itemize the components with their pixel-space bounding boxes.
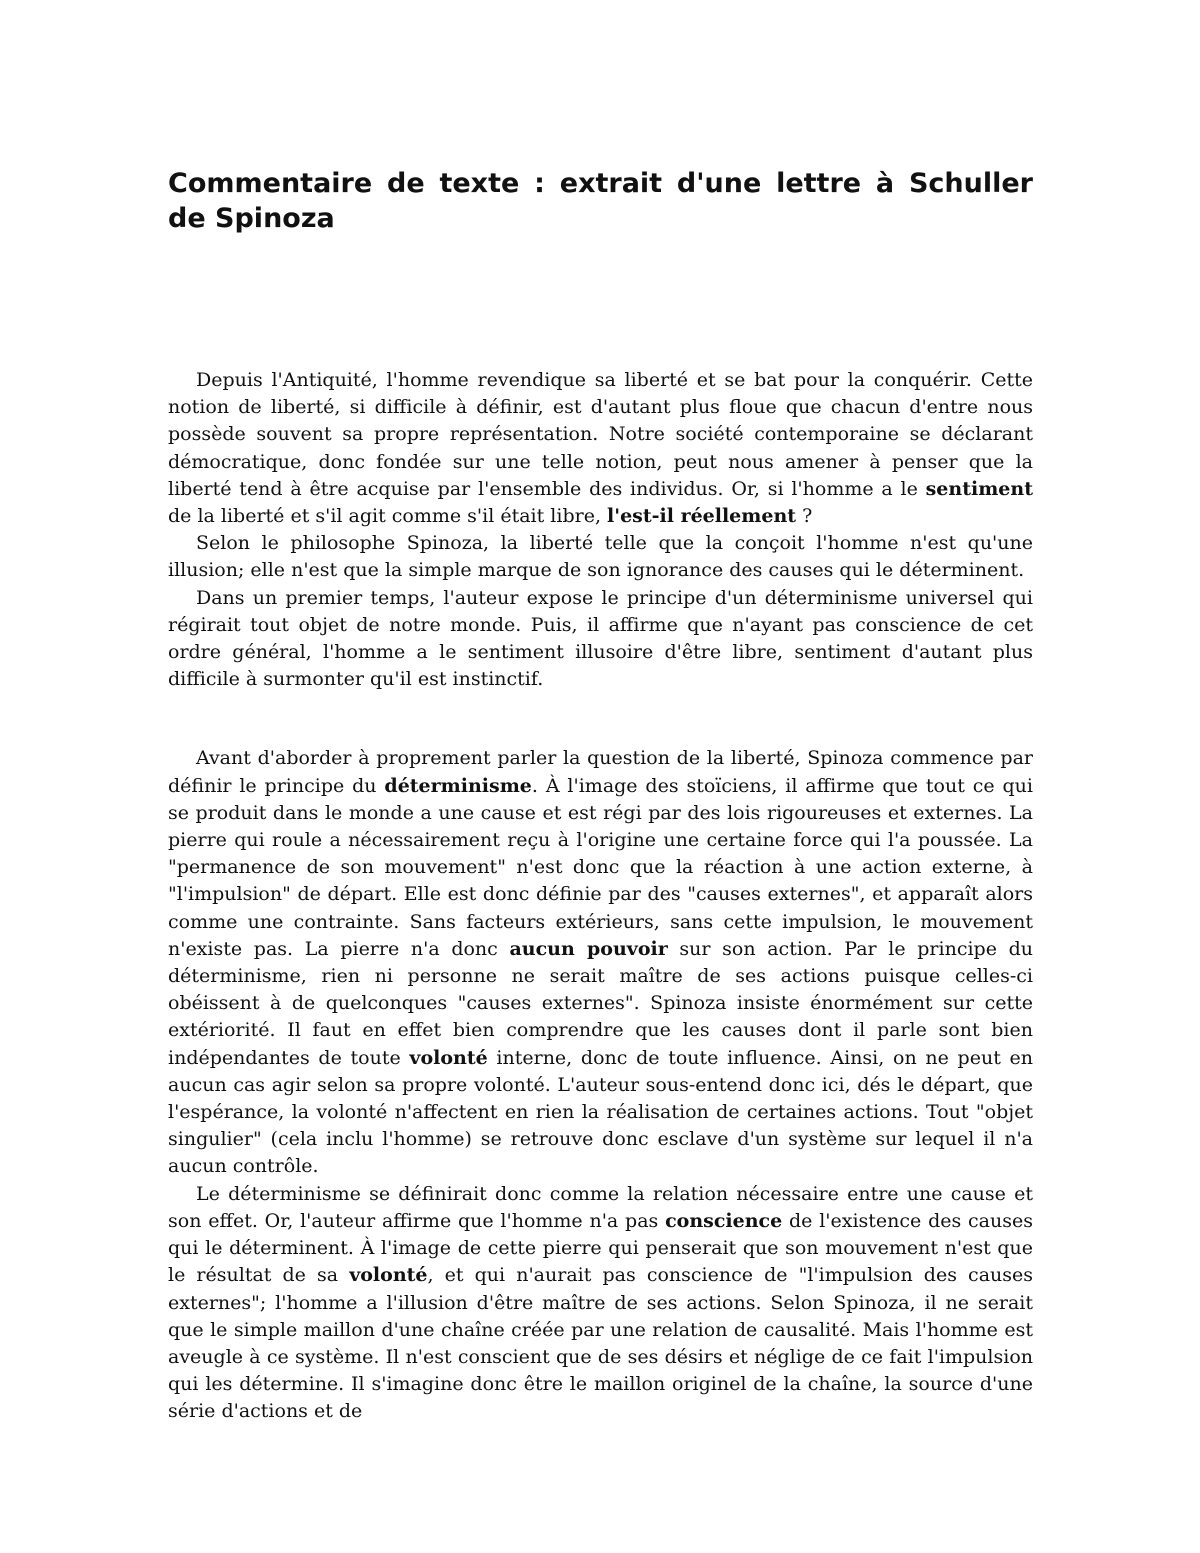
text-run: Dans un premier temps, l'auteur expose le principe d'un déterminisme universel qui régirait tout objet de notre monde. Puis, il affirme que n'ayant pas conscience de cet ordre général, l'homme a le sentiment illusoire d'être libre, sentiment d'autant plus difficile à surmonter qu'il est instinctif. [168, 586, 1033, 691]
text-run: Avant d'aborder à proprement parler la question de la liberté, Spinoza commence par définir le principe du [168, 747, 1033, 797]
text-run: de la liberté et s'il agit comme s'il était libre, [168, 505, 608, 528]
text-run: de l'existence des causes qui le déterminent. À l'image de cette pierre qui penserait que son mouvement n'est que le résultat de sa [168, 1209, 1033, 1287]
document-body [168, 367, 1033, 1426]
document-content [168, 166, 1033, 1426]
document-title: Commentaire de texte : extrait d'une lettre à Schuller de Spinoza [168, 168, 1033, 234]
text-run: , et qui n'aurait pas conscience de "l'impulsion des causes externes"; l'homme a l'illusion d'être maître de ses actions. Selon Spinoza, il ne serait que le simple maillon d'une chaîne créée par une relation de causalité. Mais l'homme est aveugle à ce système. Il n'est conscient que de ses désirs et néglige de ce fait l'impulsion qui les détermine. Il s'imagine donc être le maillon originel de la chaîne, la source d'une série d'actions et de [168, 1264, 1034, 1423]
emphasized-text: aucun pouvoir [509, 937, 668, 960]
text-run: . À l'image des stoïciens, il affirme que tout ce qui se produit dans le monde a une cause et est régi par des lois rigoureuses et externes. La pierre qui roule a nécessairement reçu à l'origine une certaine force qui l'a poussée. La "permanence de son mouvement" n'est donc que la réaction à une action externe, à "l'impulsion" de départ. Elle est donc définie par des "causes externes", et apparaît alors comme une contrainte. Sans facteurs extérieurs, sans cette impulsion, le mouvement n'existe pas. La pierre n'a donc [168, 774, 1033, 960]
emphasized-text: l'est-il réellement [607, 505, 797, 528]
body-paragraph [168, 1181, 1033, 1426]
body-paragraph [168, 367, 1033, 530]
body-paragraph [168, 745, 1033, 1180]
body-paragraph [168, 530, 1033, 584]
text-run: Depuis l'Antiquité, l'homme revendique sa liberté et se bat pour la conquérir. Cette notion de liberté, si difficile à définir, est d'autant plus floue que chacun d'entre nous possède souvent sa propre représentation. Notre société contemporaine se déclarant démocratique, donc fondée sur une telle notion, peut nous amener à penser que la liberté tend à être acquise par l'ensemble des individus. Or, si l'homme a le [168, 369, 1033, 500]
body-paragraph [168, 585, 1033, 694]
text-run: Selon le philosophe Spinoza, la liberté telle que la conçoit l'homme n'est qu'une illusion; elle n'est que la simple marque de son ignorance des causes qui le déterminent. [168, 532, 1033, 582]
text-run: Le déterminisme se définirait donc comme la relation nécessaire entre une cause et son effet. Or, l'auteur affirme que l'homme n'a pas [168, 1182, 1033, 1232]
emphasized-text: volonté [349, 1264, 428, 1287]
emphasized-text: volonté [409, 1046, 488, 1069]
text-run: interne, donc de toute influence. Ainsi, on ne peut en aucun cas agir selon sa propre volonté. L'auteur sous-entend donc ici, dés le départ, que l'espérance, la volonté n'affectent en rien la réalisation de certaines actions. Tout "objet singulier" (cela inclu l'homme) se retrouve donc esclave d'un système sur lequel il n'a aucun contrôle. [168, 1046, 1034, 1178]
emphasized-text: conscience [665, 1209, 783, 1232]
text-run: ? [796, 505, 813, 528]
emphasized-text: sentiment [925, 477, 1033, 500]
text-run: sur son action. Par le principe du déterminisme, rien ni personne ne serait maître de ses actions puisque celles-ci obéissent à de quelconques "causes externes". Spinoza insiste énormément sur cette extériorité. Il faut en effet bien comprendre que les causes dont il parle sont bien indépendantes de toute [168, 937, 1033, 1069]
emphasized-text: déterminisme [384, 774, 532, 797]
